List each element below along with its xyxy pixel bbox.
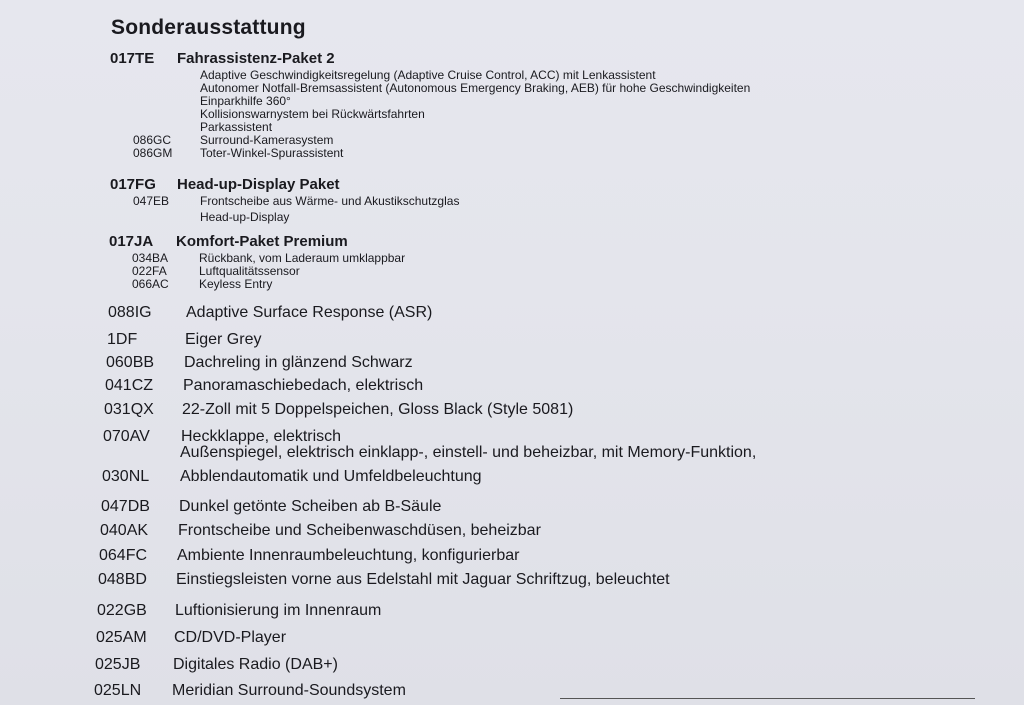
option-code: 025AM [96,629,147,646]
option-code: 041CZ [105,377,154,394]
option-code: 030NL [102,468,150,485]
package-name: Fahrassistenz-Paket 2 [177,50,335,67]
list-item [110,195,459,208]
option-code: 022GB [97,602,147,619]
option-code: 025LN [94,682,142,699]
option-row [95,655,338,675]
option-text: Digitales Radio (DAB+) [173,656,338,673]
list-item [110,147,750,160]
item-text: Rückbank, vom Laderaum umklappbar [199,251,406,265]
option-code: 064FC [99,547,148,564]
option-row [107,330,261,350]
option-code: 040AK [100,522,149,539]
option-row [97,601,381,621]
option-row [96,628,286,648]
option-text: Meridian Surround-Soundsystem [172,682,406,699]
item-code: 066AC [132,277,169,291]
item-code: 086GC [133,133,172,147]
option-row [108,303,432,323]
item-text: Toter-Winkel-Spurassistent [200,146,344,160]
option-row [106,353,413,373]
option-code: 060BB [106,354,155,371]
package-code: 017FG [110,176,156,193]
package-code: 017JA [109,233,154,250]
option-text: Adaptive Surface Response (ASR) [186,304,433,321]
package-header [110,176,459,194]
option-text-line1: Außenspiegel, elektrisch einklapp-, einstell- und beheizbar, mit Memory-Funktion, [180,444,757,461]
item-text: Einparkhilfe 360° [200,94,291,108]
option-code: 070AV [103,428,150,445]
item-text: Head-up-Display [200,210,290,224]
option-row [101,497,441,517]
option-text: CD/DVD-Player [174,629,287,646]
option-code: 1DF [107,331,138,348]
package-header [109,233,405,251]
option-text: Luftionisierung im Innenraum [175,602,382,619]
option-row [99,546,519,566]
item-text: Adaptive Geschwindigkeitsregelung (Adaptive Cruise Control, ACC) mit Lenkassistent [200,68,656,82]
bottom-divider [560,698,975,699]
package-name: Head-up-Display Paket [177,176,340,193]
package-block [110,176,459,224]
option-text: Panoramaschiebedach, elektrisch [183,377,424,394]
package-block [110,50,750,160]
item-text: Frontscheibe aus Wärme- und Akustikschutzglas [200,194,460,208]
list-item [109,278,405,291]
item-code: 022FA [132,264,167,278]
item-text: Parkassistent [200,120,273,134]
option-row [104,400,573,420]
package-header [110,50,750,68]
option-text: Ambiente Innenraumbeleuchtung, konfigurierbar [177,547,520,564]
option-text: Dunkel getönte Scheiben ab B-Säule [179,498,442,515]
item-code: 086GM [133,146,173,160]
option-row [102,443,756,487]
package-code: 017TE [110,50,155,67]
option-row [94,681,406,701]
option-code: 047DB [101,498,150,515]
option-text [180,443,756,487]
page-title: Sonderausstattung [111,16,306,39]
package-block [109,233,405,291]
item-text: Kollisionswarnystem bei Rückwärtsfahrten [200,107,425,121]
option-row [98,570,670,590]
package-name: Komfort-Paket Premium [176,233,348,250]
option-code: 031QX [104,401,154,418]
option-code: 088IG [108,304,152,321]
option-code: 048BD [98,571,147,588]
option-text-line2: Abblendautomatik und Umfeldbeleuchtung [180,468,482,485]
option-text: Einstiegsleisten vorne aus Edelstahl mit Jaguar Schriftzug, beleuchtet [176,571,670,588]
item-text: Luftqualitätssensor [199,264,300,278]
item-text: Keyless Entry [199,277,273,291]
option-text: 22-Zoll mit 5 Doppelspeichen, Gloss Black (Style 5081) [182,401,574,418]
list-item [110,211,459,224]
item-code: 047EB [133,194,170,208]
item-text: Autonomer Notfall-Bremsassistent (Autonomous Emergency Braking, AEB) für hohe Geschwindigkeiten [200,81,751,95]
item-code: 034BA [132,251,169,265]
option-text: Frontscheibe und Scheibenwaschdüsen, beheizbar [178,522,541,539]
option-code: 025JB [95,656,141,673]
option-row [100,521,541,541]
option-text: Dachreling in glänzend Schwarz [184,354,413,371]
option-text: Heckklappe, elektrisch [181,428,342,445]
option-row [105,376,423,396]
item-text: Surround-Kamerasystem [200,133,334,147]
option-text: Eiger Grey [185,331,262,348]
